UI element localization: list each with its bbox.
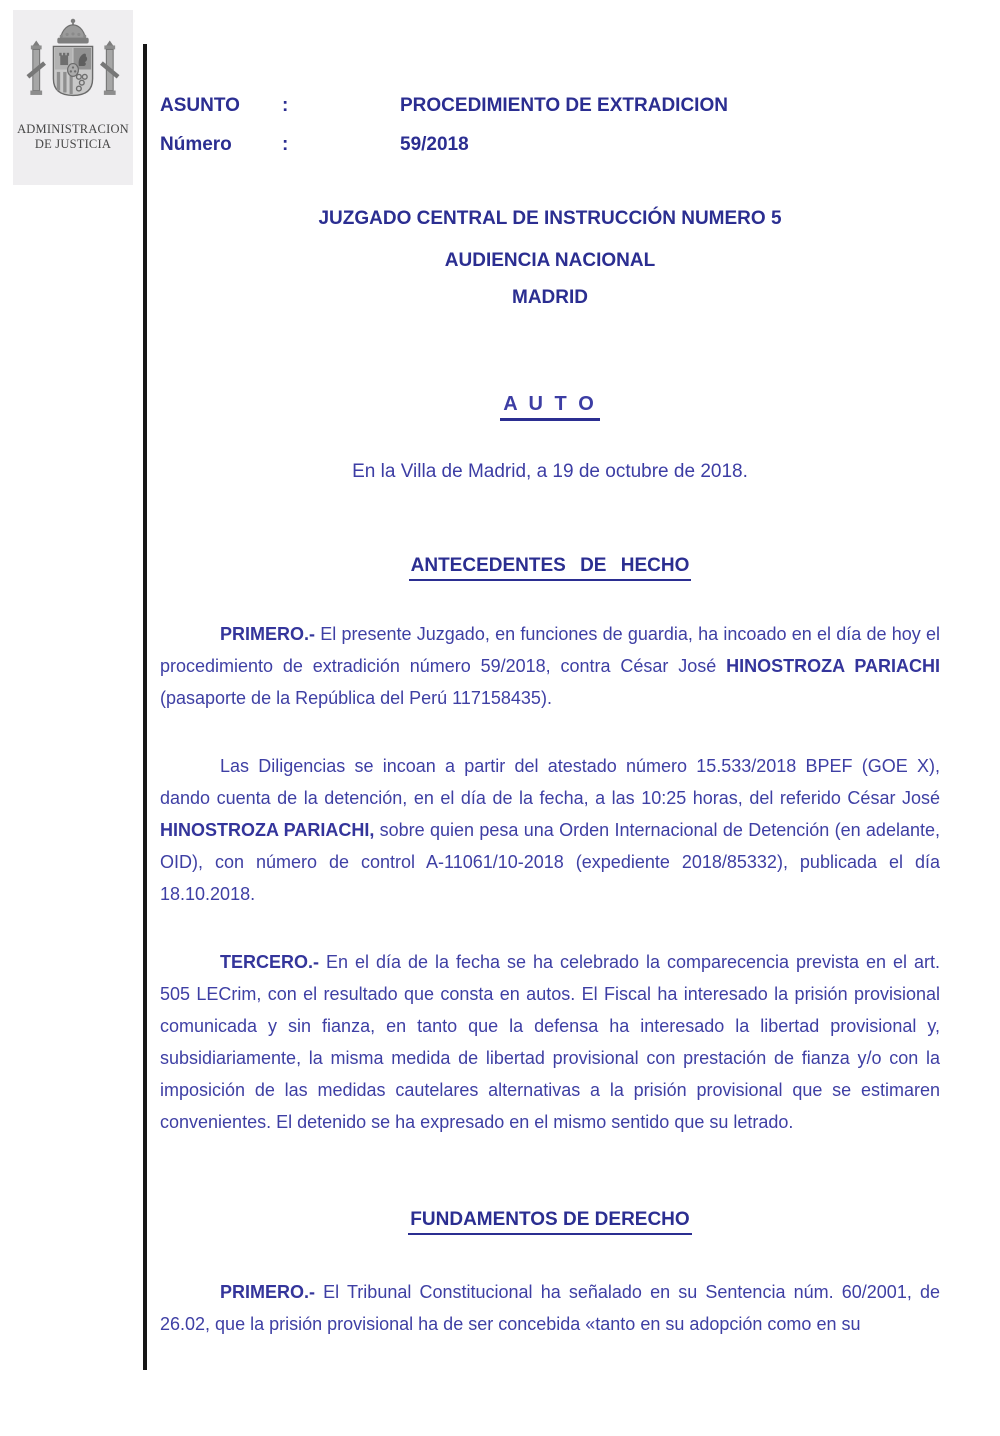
paragraph-primero-defendant-name: HINOSTROZA PARIACHI — [726, 656, 940, 676]
paragraph-tercero-text: En el día de la fecha se ha celebrado la comparecencia prevista en el art. 505 LECrim, con el resultado que consta en autos. El Fiscal ha interesado la prisión provisional comunicada y sin fianza, en tanto que la defensa ha interesado la libertad provisional y, subsidiariamente, la misma medida de libertad provisional con prestación de fianza y/o con la imposición de las medidas cautelares alternativas a la prisión provisional que se estimaren convenientes. El detenido se ha expresado en el mismo sentido que su letrado. — [160, 952, 940, 1132]
paragraph-primero-text-before: El presente Juzgado, en funciones de guardia, ha incoado en el día de hoy el procedimiento de extradición número 59/2018, contra César José — [160, 624, 940, 676]
paragraph-primero-text-after: (pasaporte de la República del Perú 117158435). — [160, 688, 552, 708]
paragraph-diligencias — [160, 750, 940, 910]
emblem-caption-line2: DE JUSTICIA — [34, 137, 112, 151]
paragraph-diligencias-text-after: sobre quien pesa una Orden Internacional de Detención (en adelante, OID), con número de control A-11061/10-2018 (expediente 2018/85332), publicada el día 18.10.2018. — [160, 820, 940, 904]
place-date-line: En la Villa de Madrid, a 19 de octubre de 2018. — [352, 461, 748, 482]
section-fundamentos-heading — [160, 1209, 940, 1231]
emblem-caption-line1: ADMINISTRACION — [17, 122, 129, 136]
margin-vertical-rule — [143, 44, 147, 1370]
section-fundamentos-heading-text: FUNDAMENTOS DE DERECHO — [408, 1209, 691, 1235]
paragraph-diligencias-text-before: Las Diligencias se incoan a partir del atestado número 15.533/2018 BPEF (GOE X), dando cuenta de la detención, en el día de la fecha, a las 10:25 horas, del referido César José — [160, 756, 940, 808]
court-city: MADRID — [512, 287, 588, 308]
court-body: AUDIENCIA NACIONAL — [444, 250, 656, 271]
administracion-de-justicia-emblem — [13, 10, 133, 185]
document-title-text: A U T O — [500, 393, 600, 421]
case-number-row — [160, 134, 940, 156]
subject-label: ASUNTO — [160, 95, 240, 116]
case-number-colon: : — [282, 134, 289, 155]
paragraph-tercero — [160, 946, 940, 1138]
document-content — [160, 0, 940, 1436]
paragraph-primero — [160, 618, 940, 714]
subject-colon: : — [282, 95, 289, 116]
case-number-value: 59/2018 — [400, 134, 469, 155]
spain-coat-of-arms-icon — [24, 16, 122, 120]
paragraph-primero-lead: PRIMERO.- — [220, 624, 316, 644]
section-antecedentes-heading-text: ANTECEDENTES DE HECHO — [409, 555, 692, 581]
court-name: JUZGADO CENTRAL DE INSTRUCCIÓN NUMERO 5 — [318, 208, 782, 229]
section-antecedentes-heading — [160, 555, 940, 577]
paragraph-diligencias-defendant-name: HINOSTROZA PARIACHI, — [160, 820, 375, 840]
emblem-caption — [17, 122, 129, 152]
subject-value: PROCEDIMIENTO DE EXTRADICION — [400, 95, 728, 116]
paragraph-tercero-lead: TERCERO.- — [220, 952, 319, 972]
paragraph-fd-primero-lead: PRIMERO.- — [220, 1282, 316, 1302]
document-title — [160, 393, 940, 416]
paragraph-fd-primero — [160, 1276, 940, 1340]
subject-row — [160, 95, 940, 117]
paragraph-fd-primero-text: El Tribunal Constitucional ha señalado en su Sentencia núm. 60/2001, de 26.02, que la prisión provisional ha de ser concebida «tanto en su adopción como en su — [160, 1282, 940, 1334]
case-number-label: Número — [160, 134, 232, 155]
